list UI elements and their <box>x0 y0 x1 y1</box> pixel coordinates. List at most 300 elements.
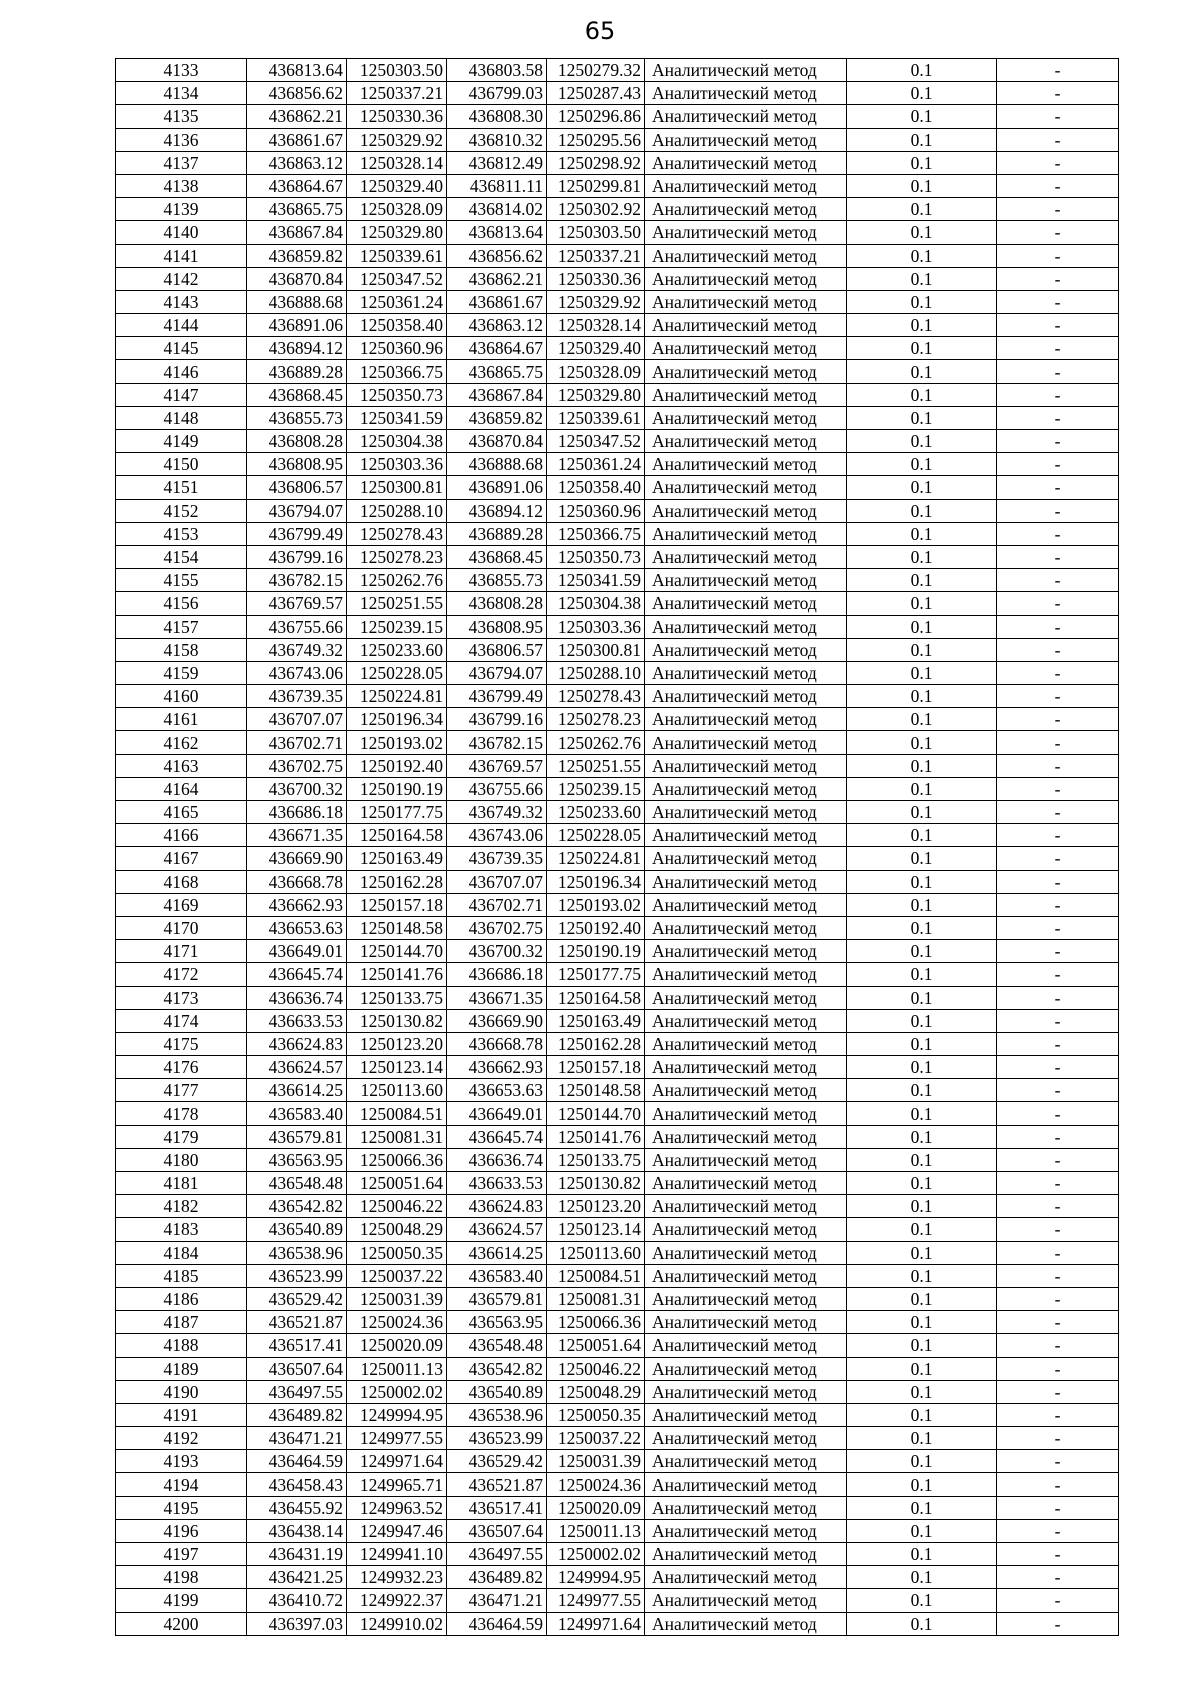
accuracy-cell: 0.1 <box>847 290 997 313</box>
accuracy-cell: 0.1 <box>847 1264 997 1287</box>
prev-x-coordinate-cell: 436799.16 <box>447 708 547 731</box>
y-coordinate-cell: 1250031.39 <box>347 1287 447 1310</box>
note-cell: - <box>997 522 1119 545</box>
accuracy-cell: 0.1 <box>847 1380 997 1403</box>
table-row <box>116 1241 1119 1264</box>
note-cell: - <box>997 870 1119 893</box>
note-cell: - <box>997 1102 1119 1125</box>
accuracy-cell: 0.1 <box>847 453 997 476</box>
prev-x-coordinate-cell: 436891.06 <box>447 476 547 499</box>
table-row <box>116 476 1119 499</box>
x-coordinate-cell: 436579.81 <box>247 1125 347 1148</box>
x-coordinate-cell: 436864.67 <box>247 174 347 197</box>
prev-y-coordinate-cell: 1250048.29 <box>547 1380 645 1403</box>
prev-x-coordinate-cell: 436700.32 <box>447 940 547 963</box>
method-cell: Аналитический метод <box>645 1311 847 1334</box>
table-row <box>116 893 1119 916</box>
x-coordinate-cell: 436855.73 <box>247 406 347 429</box>
x-coordinate-cell: 436624.83 <box>247 1032 347 1055</box>
accuracy-cell: 0.1 <box>847 592 997 615</box>
x-coordinate-cell: 436799.16 <box>247 545 347 568</box>
y-coordinate-cell: 1250337.21 <box>347 82 447 105</box>
table-row <box>116 1125 1119 1148</box>
note-cell: - <box>997 940 1119 963</box>
prev-y-coordinate-cell: 1249971.64 <box>547 1612 645 1635</box>
method-cell: Аналитический метод <box>645 1403 847 1426</box>
y-coordinate-cell: 1250278.23 <box>347 545 447 568</box>
note-cell: - <box>997 337 1119 360</box>
method-cell: Аналитический метод <box>645 824 847 847</box>
prev-y-coordinate-cell: 1250347.52 <box>547 430 645 453</box>
prev-y-coordinate-cell: 1250144.70 <box>547 1102 645 1125</box>
note-cell: - <box>997 754 1119 777</box>
prev-x-coordinate-cell: 436811.11 <box>447 174 547 197</box>
table-row <box>116 986 1119 1009</box>
prev-y-coordinate-cell: 1250066.36 <box>547 1311 645 1334</box>
x-coordinate-cell: 436813.64 <box>247 59 347 82</box>
accuracy-cell: 0.1 <box>847 383 997 406</box>
accuracy-cell: 0.1 <box>847 522 997 545</box>
prev-x-coordinate-cell: 436633.53 <box>447 1172 547 1195</box>
y-coordinate-cell: 1250084.51 <box>347 1102 447 1125</box>
note-cell: - <box>997 1473 1119 1496</box>
accuracy-cell: 0.1 <box>847 1543 997 1566</box>
prev-y-coordinate-cell: 1250278.43 <box>547 685 645 708</box>
prev-x-coordinate-cell: 436865.75 <box>447 360 547 383</box>
page-number: 65 <box>584 17 616 45</box>
accuracy-cell: 0.1 <box>847 1195 997 1218</box>
prev-x-coordinate-cell: 436464.59 <box>447 1612 547 1635</box>
x-coordinate-cell: 436497.55 <box>247 1380 347 1403</box>
note-cell: - <box>997 661 1119 684</box>
note-cell: - <box>997 1427 1119 1450</box>
y-coordinate-cell: 1249994.95 <box>347 1403 447 1426</box>
prev-y-coordinate-cell: 1250051.64 <box>547 1334 645 1357</box>
table-row <box>116 847 1119 870</box>
note-cell: - <box>997 1450 1119 1473</box>
prev-y-coordinate-cell: 1250329.40 <box>547 337 645 360</box>
prev-y-coordinate-cell: 1250239.15 <box>547 777 645 800</box>
y-coordinate-cell: 1249965.71 <box>347 1473 447 1496</box>
x-coordinate-cell: 436649.01 <box>247 940 347 963</box>
prev-y-coordinate-cell: 1250123.20 <box>547 1195 645 1218</box>
point-number-cell: 4191 <box>116 1403 247 1426</box>
note-cell: - <box>997 290 1119 313</box>
note-cell: - <box>997 1079 1119 1102</box>
prev-x-coordinate-cell: 436806.57 <box>447 638 547 661</box>
prev-y-coordinate-cell: 1250329.92 <box>547 290 645 313</box>
y-coordinate-cell: 1250141.76 <box>347 963 447 986</box>
prev-y-coordinate-cell: 1250358.40 <box>547 476 645 499</box>
point-number-cell: 4164 <box>116 777 247 800</box>
note-cell: - <box>997 383 1119 406</box>
table-row <box>116 337 1119 360</box>
prev-x-coordinate-cell: 436529.42 <box>447 1450 547 1473</box>
y-coordinate-cell: 1249977.55 <box>347 1427 447 1450</box>
table-row <box>116 383 1119 406</box>
point-number-cell: 4199 <box>116 1589 247 1612</box>
accuracy-cell: 0.1 <box>847 1334 997 1357</box>
table-row <box>116 522 1119 545</box>
method-cell: Аналитический метод <box>645 893 847 916</box>
prev-y-coordinate-cell: 1250148.58 <box>547 1079 645 1102</box>
note-cell: - <box>997 453 1119 476</box>
prev-y-coordinate-cell: 1250366.75 <box>547 522 645 545</box>
point-number-cell: 4173 <box>116 986 247 1009</box>
table-row <box>116 1496 1119 1519</box>
x-coordinate-cell: 436614.25 <box>247 1079 347 1102</box>
table-row <box>116 708 1119 731</box>
note-cell: - <box>997 1612 1119 1635</box>
prev-y-coordinate-cell: 1250163.49 <box>547 1009 645 1032</box>
prev-x-coordinate-cell: 436749.32 <box>447 801 547 824</box>
method-cell: Аналитический метод <box>645 337 847 360</box>
note-cell: - <box>997 801 1119 824</box>
x-coordinate-cell: 436859.82 <box>247 244 347 267</box>
note-cell: - <box>997 499 1119 522</box>
table-row <box>116 1380 1119 1403</box>
accuracy-cell: 0.1 <box>847 314 997 337</box>
prev-x-coordinate-cell: 436645.74 <box>447 1125 547 1148</box>
y-coordinate-cell: 1250329.80 <box>347 221 447 244</box>
method-cell: Аналитический метод <box>645 1589 847 1612</box>
y-coordinate-cell: 1250328.09 <box>347 198 447 221</box>
table-row <box>116 244 1119 267</box>
point-number-cell: 4180 <box>116 1148 247 1171</box>
prev-x-coordinate-cell: 436856.62 <box>447 244 547 267</box>
x-coordinate-cell: 436529.42 <box>247 1287 347 1310</box>
point-number-cell: 4184 <box>116 1241 247 1264</box>
y-coordinate-cell: 1250303.50 <box>347 59 447 82</box>
note-cell: - <box>997 1264 1119 1287</box>
prev-x-coordinate-cell: 436489.82 <box>447 1566 547 1589</box>
prev-x-coordinate-cell: 436538.96 <box>447 1403 547 1426</box>
note-cell: - <box>997 314 1119 337</box>
note-cell: - <box>997 685 1119 708</box>
y-coordinate-cell: 1250361.24 <box>347 290 447 313</box>
note-cell: - <box>997 545 1119 568</box>
prev-x-coordinate-cell: 436507.64 <box>447 1519 547 1542</box>
prev-x-coordinate-cell: 436739.35 <box>447 847 547 870</box>
x-coordinate-cell: 436653.63 <box>247 916 347 939</box>
accuracy-cell: 0.1 <box>847 569 997 592</box>
prev-y-coordinate-cell: 1250303.50 <box>547 221 645 244</box>
prev-x-coordinate-cell: 436653.63 <box>447 1079 547 1102</box>
point-number-cell: 4137 <box>116 151 247 174</box>
note-cell: - <box>997 406 1119 429</box>
point-number-cell: 4163 <box>116 754 247 777</box>
accuracy-cell: 0.1 <box>847 1079 997 1102</box>
note-cell: - <box>997 1056 1119 1079</box>
prev-y-coordinate-cell: 1250304.38 <box>547 592 645 615</box>
note-cell: - <box>997 1519 1119 1542</box>
accuracy-cell: 0.1 <box>847 430 997 453</box>
y-coordinate-cell: 1250081.31 <box>347 1125 447 1148</box>
prev-x-coordinate-cell: 436702.75 <box>447 916 547 939</box>
note-cell: - <box>997 1311 1119 1334</box>
note-cell: - <box>997 1172 1119 1195</box>
accuracy-cell: 0.1 <box>847 476 997 499</box>
prev-y-coordinate-cell: 1250328.14 <box>547 314 645 337</box>
prev-y-coordinate-cell: 1250133.75 <box>547 1148 645 1171</box>
prev-y-coordinate-cell: 1250141.76 <box>547 1125 645 1148</box>
point-number-cell: 4147 <box>116 383 247 406</box>
x-coordinate-cell: 436808.28 <box>247 430 347 453</box>
table-row <box>116 105 1119 128</box>
accuracy-cell: 0.1 <box>847 499 997 522</box>
y-coordinate-cell: 1250341.59 <box>347 406 447 429</box>
prev-x-coordinate-cell: 436867.84 <box>447 383 547 406</box>
note-cell: - <box>997 986 1119 1009</box>
x-coordinate-cell: 436863.12 <box>247 151 347 174</box>
y-coordinate-cell: 1250328.14 <box>347 151 447 174</box>
table-row <box>116 267 1119 290</box>
note-cell: - <box>997 592 1119 615</box>
note-cell: - <box>997 1218 1119 1241</box>
y-coordinate-cell: 1250193.02 <box>347 731 447 754</box>
method-cell: Аналитический метод <box>645 777 847 800</box>
x-coordinate-cell: 436856.62 <box>247 82 347 105</box>
prev-x-coordinate-cell: 436808.95 <box>447 615 547 638</box>
y-coordinate-cell: 1250113.60 <box>347 1079 447 1102</box>
note-cell: - <box>997 963 1119 986</box>
prev-x-coordinate-cell: 436542.82 <box>447 1357 547 1380</box>
prev-x-coordinate-cell: 436662.93 <box>447 1056 547 1079</box>
point-number-cell: 4187 <box>116 1311 247 1334</box>
x-coordinate-cell: 436894.12 <box>247 337 347 360</box>
prev-x-coordinate-cell: 436497.55 <box>447 1543 547 1566</box>
x-coordinate-cell: 436707.07 <box>247 708 347 731</box>
x-coordinate-cell: 436891.06 <box>247 314 347 337</box>
method-cell: Аналитический метод <box>645 128 847 151</box>
point-number-cell: 4188 <box>116 1334 247 1357</box>
table-body <box>116 59 1119 1636</box>
y-coordinate-cell: 1249963.52 <box>347 1496 447 1519</box>
point-number-cell: 4195 <box>116 1496 247 1519</box>
y-coordinate-cell: 1250123.14 <box>347 1056 447 1079</box>
y-coordinate-cell: 1250157.18 <box>347 893 447 916</box>
accuracy-cell: 0.1 <box>847 1241 997 1264</box>
prev-y-coordinate-cell: 1250081.31 <box>547 1287 645 1310</box>
prev-x-coordinate-cell: 436810.32 <box>447 128 547 151</box>
y-coordinate-cell: 1250350.73 <box>347 383 447 406</box>
point-number-cell: 4185 <box>116 1264 247 1287</box>
point-number-cell: 4138 <box>116 174 247 197</box>
method-cell: Аналитический метод <box>645 1032 847 1055</box>
accuracy-cell: 0.1 <box>847 1427 997 1450</box>
prev-x-coordinate-cell: 436583.40 <box>447 1264 547 1287</box>
method-cell: Аналитический метод <box>645 221 847 244</box>
y-coordinate-cell: 1250329.92 <box>347 128 447 151</box>
method-cell: Аналитический метод <box>645 545 847 568</box>
x-coordinate-cell: 436700.32 <box>247 777 347 800</box>
y-coordinate-cell: 1250358.40 <box>347 314 447 337</box>
x-coordinate-cell: 436438.14 <box>247 1519 347 1542</box>
y-coordinate-cell: 1249910.02 <box>347 1612 447 1635</box>
method-cell: Аналитический метод <box>645 1334 847 1357</box>
table-row <box>116 1287 1119 1310</box>
method-cell: Аналитический метод <box>645 406 847 429</box>
method-cell: Аналитический метод <box>645 522 847 545</box>
x-coordinate-cell: 436686.18 <box>247 801 347 824</box>
prev-x-coordinate-cell: 436636.74 <box>447 1148 547 1171</box>
y-coordinate-cell: 1250329.40 <box>347 174 447 197</box>
table-row <box>116 592 1119 615</box>
note-cell: - <box>997 1403 1119 1426</box>
method-cell: Аналитический метод <box>645 940 847 963</box>
prev-x-coordinate-cell: 436624.83 <box>447 1195 547 1218</box>
x-coordinate-cell: 436782.15 <box>247 569 347 592</box>
table-row <box>116 1566 1119 1589</box>
point-number-cell: 4169 <box>116 893 247 916</box>
prev-x-coordinate-cell: 436862.21 <box>447 267 547 290</box>
table-row <box>116 1612 1119 1635</box>
prev-y-coordinate-cell: 1250113.60 <box>547 1241 645 1264</box>
x-coordinate-cell: 436889.28 <box>247 360 347 383</box>
y-coordinate-cell: 1250224.81 <box>347 685 447 708</box>
prev-y-coordinate-cell: 1250303.36 <box>547 615 645 638</box>
y-coordinate-cell: 1250162.28 <box>347 870 447 893</box>
table-row <box>116 801 1119 824</box>
y-coordinate-cell: 1250037.22 <box>347 1264 447 1287</box>
point-number-cell: 4176 <box>116 1056 247 1079</box>
prev-x-coordinate-cell: 436702.71 <box>447 893 547 916</box>
y-coordinate-cell: 1250051.64 <box>347 1172 447 1195</box>
table-row <box>116 1056 1119 1079</box>
table-row <box>116 1148 1119 1171</box>
x-coordinate-cell: 436471.21 <box>247 1427 347 1450</box>
point-number-cell: 4159 <box>116 661 247 684</box>
point-number-cell: 4162 <box>116 731 247 754</box>
x-coordinate-cell: 436633.53 <box>247 1009 347 1032</box>
accuracy-cell: 0.1 <box>847 638 997 661</box>
prev-y-coordinate-cell: 1250302.92 <box>547 198 645 221</box>
x-coordinate-cell: 436868.45 <box>247 383 347 406</box>
point-number-cell: 4151 <box>116 476 247 499</box>
x-coordinate-cell: 436521.87 <box>247 1311 347 1334</box>
note-cell: - <box>997 1148 1119 1171</box>
note-cell: - <box>997 360 1119 383</box>
method-cell: Аналитический метод <box>645 198 847 221</box>
x-coordinate-cell: 436794.07 <box>247 499 347 522</box>
accuracy-cell: 0.1 <box>847 1125 997 1148</box>
prev-x-coordinate-cell: 436579.81 <box>447 1287 547 1310</box>
method-cell: Аналитический метод <box>645 290 847 313</box>
y-coordinate-cell: 1250330.36 <box>347 105 447 128</box>
table-row <box>116 754 1119 777</box>
point-number-cell: 4196 <box>116 1519 247 1542</box>
x-coordinate-cell: 436431.19 <box>247 1543 347 1566</box>
accuracy-cell: 0.1 <box>847 1612 997 1635</box>
x-coordinate-cell: 436548.48 <box>247 1172 347 1195</box>
table-row <box>116 569 1119 592</box>
note-cell: - <box>997 731 1119 754</box>
prev-x-coordinate-cell: 436668.78 <box>447 1032 547 1055</box>
method-cell: Аналитический метод <box>645 360 847 383</box>
method-cell: Аналитический метод <box>645 1218 847 1241</box>
prev-y-coordinate-cell: 1250341.59 <box>547 569 645 592</box>
table-row <box>116 453 1119 476</box>
table-row <box>116 916 1119 939</box>
point-number-cell: 4161 <box>116 708 247 731</box>
x-coordinate-cell: 436669.90 <box>247 847 347 870</box>
y-coordinate-cell: 1250148.58 <box>347 916 447 939</box>
point-number-cell: 4154 <box>116 545 247 568</box>
point-number-cell: 4140 <box>116 221 247 244</box>
x-coordinate-cell: 436464.59 <box>247 1450 347 1473</box>
point-number-cell: 4198 <box>116 1566 247 1589</box>
method-cell: Аналитический метод <box>645 1148 847 1171</box>
accuracy-cell: 0.1 <box>847 221 997 244</box>
method-cell: Аналитический метод <box>645 1496 847 1519</box>
prev-y-coordinate-cell: 1250224.81 <box>547 847 645 870</box>
method-cell: Аналитический метод <box>645 430 847 453</box>
x-coordinate-cell: 436671.35 <box>247 824 347 847</box>
prev-y-coordinate-cell: 1250278.23 <box>547 708 645 731</box>
y-coordinate-cell: 1250177.75 <box>347 801 447 824</box>
point-number-cell: 4148 <box>116 406 247 429</box>
prev-x-coordinate-cell: 436813.64 <box>447 221 547 244</box>
table-row <box>116 1195 1119 1218</box>
table-row <box>116 731 1119 754</box>
prev-x-coordinate-cell: 436471.21 <box>447 1589 547 1612</box>
x-coordinate-cell: 436517.41 <box>247 1334 347 1357</box>
note-cell: - <box>997 1543 1119 1566</box>
accuracy-cell: 0.1 <box>847 1403 997 1426</box>
accuracy-cell: 0.1 <box>847 661 997 684</box>
note-cell: - <box>997 569 1119 592</box>
prev-x-coordinate-cell: 436540.89 <box>447 1380 547 1403</box>
y-coordinate-cell: 1250288.10 <box>347 499 447 522</box>
note-cell: - <box>997 1380 1119 1403</box>
prev-y-coordinate-cell: 1250288.10 <box>547 661 645 684</box>
table-row <box>116 1172 1119 1195</box>
accuracy-cell: 0.1 <box>847 940 997 963</box>
method-cell: Аналитический метод <box>645 1102 847 1125</box>
method-cell: Аналитический метод <box>645 963 847 986</box>
method-cell: Аналитический метод <box>645 1473 847 1496</box>
x-coordinate-cell: 436410.72 <box>247 1589 347 1612</box>
prev-y-coordinate-cell: 1250360.96 <box>547 499 645 522</box>
accuracy-cell: 0.1 <box>847 1056 997 1079</box>
prev-y-coordinate-cell: 1250024.36 <box>547 1473 645 1496</box>
prev-x-coordinate-cell: 436517.41 <box>447 1496 547 1519</box>
prev-y-coordinate-cell: 1250011.13 <box>547 1519 645 1542</box>
method-cell: Аналитический метод <box>645 244 847 267</box>
table-row <box>116 1334 1119 1357</box>
point-number-cell: 4170 <box>116 916 247 939</box>
prev-y-coordinate-cell: 1250361.24 <box>547 453 645 476</box>
prev-x-coordinate-cell: 436812.49 <box>447 151 547 174</box>
y-coordinate-cell: 1250144.70 <box>347 940 447 963</box>
prev-y-coordinate-cell: 1250295.56 <box>547 128 645 151</box>
point-number-cell: 4189 <box>116 1357 247 1380</box>
accuracy-cell: 0.1 <box>847 244 997 267</box>
method-cell: Аналитический метод <box>645 731 847 754</box>
table-row <box>116 430 1119 453</box>
table-row <box>116 638 1119 661</box>
accuracy-cell: 0.1 <box>847 1589 997 1612</box>
accuracy-cell: 0.1 <box>847 1357 997 1380</box>
prev-y-coordinate-cell: 1250002.02 <box>547 1543 645 1566</box>
point-number-cell: 4152 <box>116 499 247 522</box>
x-coordinate-cell: 436489.82 <box>247 1403 347 1426</box>
method-cell: Аналитический метод <box>645 1125 847 1148</box>
method-cell: Аналитический метод <box>645 1450 847 1473</box>
method-cell: Аналитический метод <box>645 1543 847 1566</box>
y-coordinate-cell: 1249947.46 <box>347 1519 447 1542</box>
accuracy-cell: 0.1 <box>847 59 997 82</box>
